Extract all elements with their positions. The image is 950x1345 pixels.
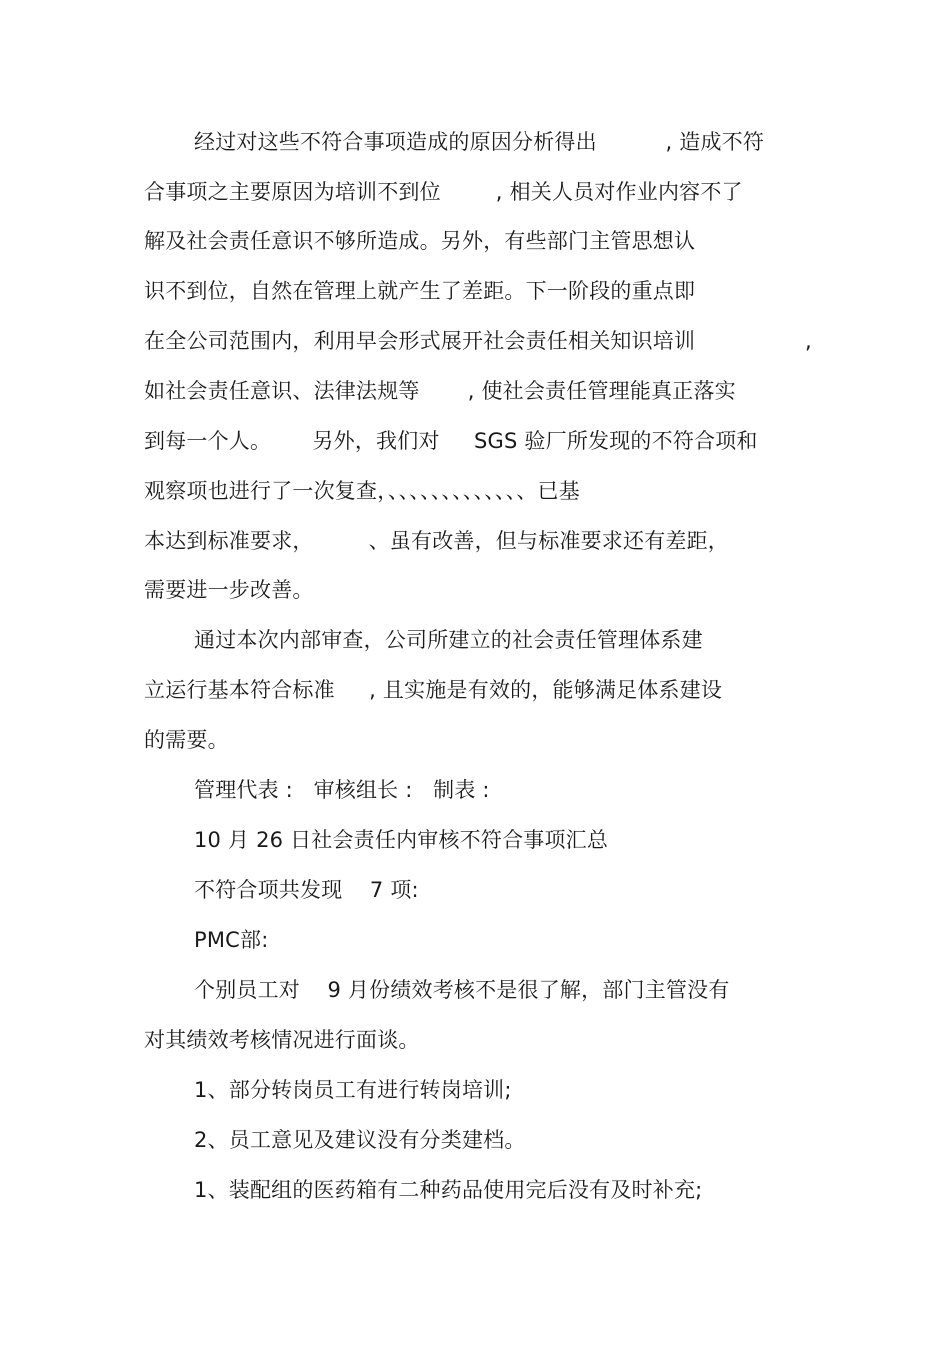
- paragraph-1-line-10: 需要进一步改善。: [144, 578, 314, 602]
- paragraph-2-line-3: 的需要。: [144, 728, 229, 752]
- signature-line: 管理代表 : 审核组长 : 制表 :: [194, 778, 490, 802]
- summary-title: 10 月 26 日社会责任内审核不符合事项汇总: [194, 828, 609, 852]
- finding-1-line-1: 个别员工对 9 月份绩效考核不是很了解，部门主管没有: [194, 978, 730, 1002]
- paragraph-1-line-6: 如社会责任意识、法律法规等 , 使社会责任管理能真正落实: [144, 379, 736, 403]
- department-pmc: PMC部:: [194, 928, 269, 952]
- finding-1-line-2: 对其绩效考核情况进行面谈。: [144, 1028, 420, 1052]
- paragraph-1-line-5: 在全公司范围内，利用早会形式展开社会责任相关知识培训: [144, 329, 696, 353]
- list-item: 1、部分转岗员工有进行转岗培训;: [194, 1078, 512, 1102]
- paragraph-1-line-4: 识不到位，自然在管理上就产生了差距。下一阶段的重点即: [144, 279, 696, 303]
- list-item: 1、装配组的医药箱有二种药品使用完后没有及时补充;: [194, 1178, 703, 1202]
- paragraph-1-line-2: 合事项之主要原因为培训不到位 , 相关人员对作业内容不了: [144, 180, 743, 204]
- total-findings: 不符合项共发现 7 项:: [194, 878, 419, 902]
- paragraph-1-line-5-tail: ,: [805, 329, 812, 353]
- paragraph-2-line-1: 通过本次内部审查，公司所建立的社会责任管理体系建: [194, 628, 703, 652]
- list-item: 2、员工意见及建议没有分类建档。: [194, 1128, 526, 1152]
- paragraph-1-line-1: 经过对这些不符合事项造成的原因分析得出 , 造成不符: [194, 130, 765, 154]
- paragraph-1-line-7: 到每一个人。 另外，我们对 SGS 验厂所发现的不符合项和: [144, 429, 758, 453]
- paragraph-1-line-9: 本达到标准要求， 、虽有改善，但与标准要求还有差距，: [144, 529, 729, 553]
- paragraph-1-line-8: 观察项也进行了一次复查，、、、、、、、、、、、、、已基: [144, 479, 580, 503]
- paragraph-1-line-3: 解及社会责任意识不够所造成。另外，有些部门主管思想认: [144, 229, 696, 253]
- paragraph-2-line-2: 立运行基本符合标准 , 且实施是有效的，能够满足体系建设: [144, 678, 723, 702]
